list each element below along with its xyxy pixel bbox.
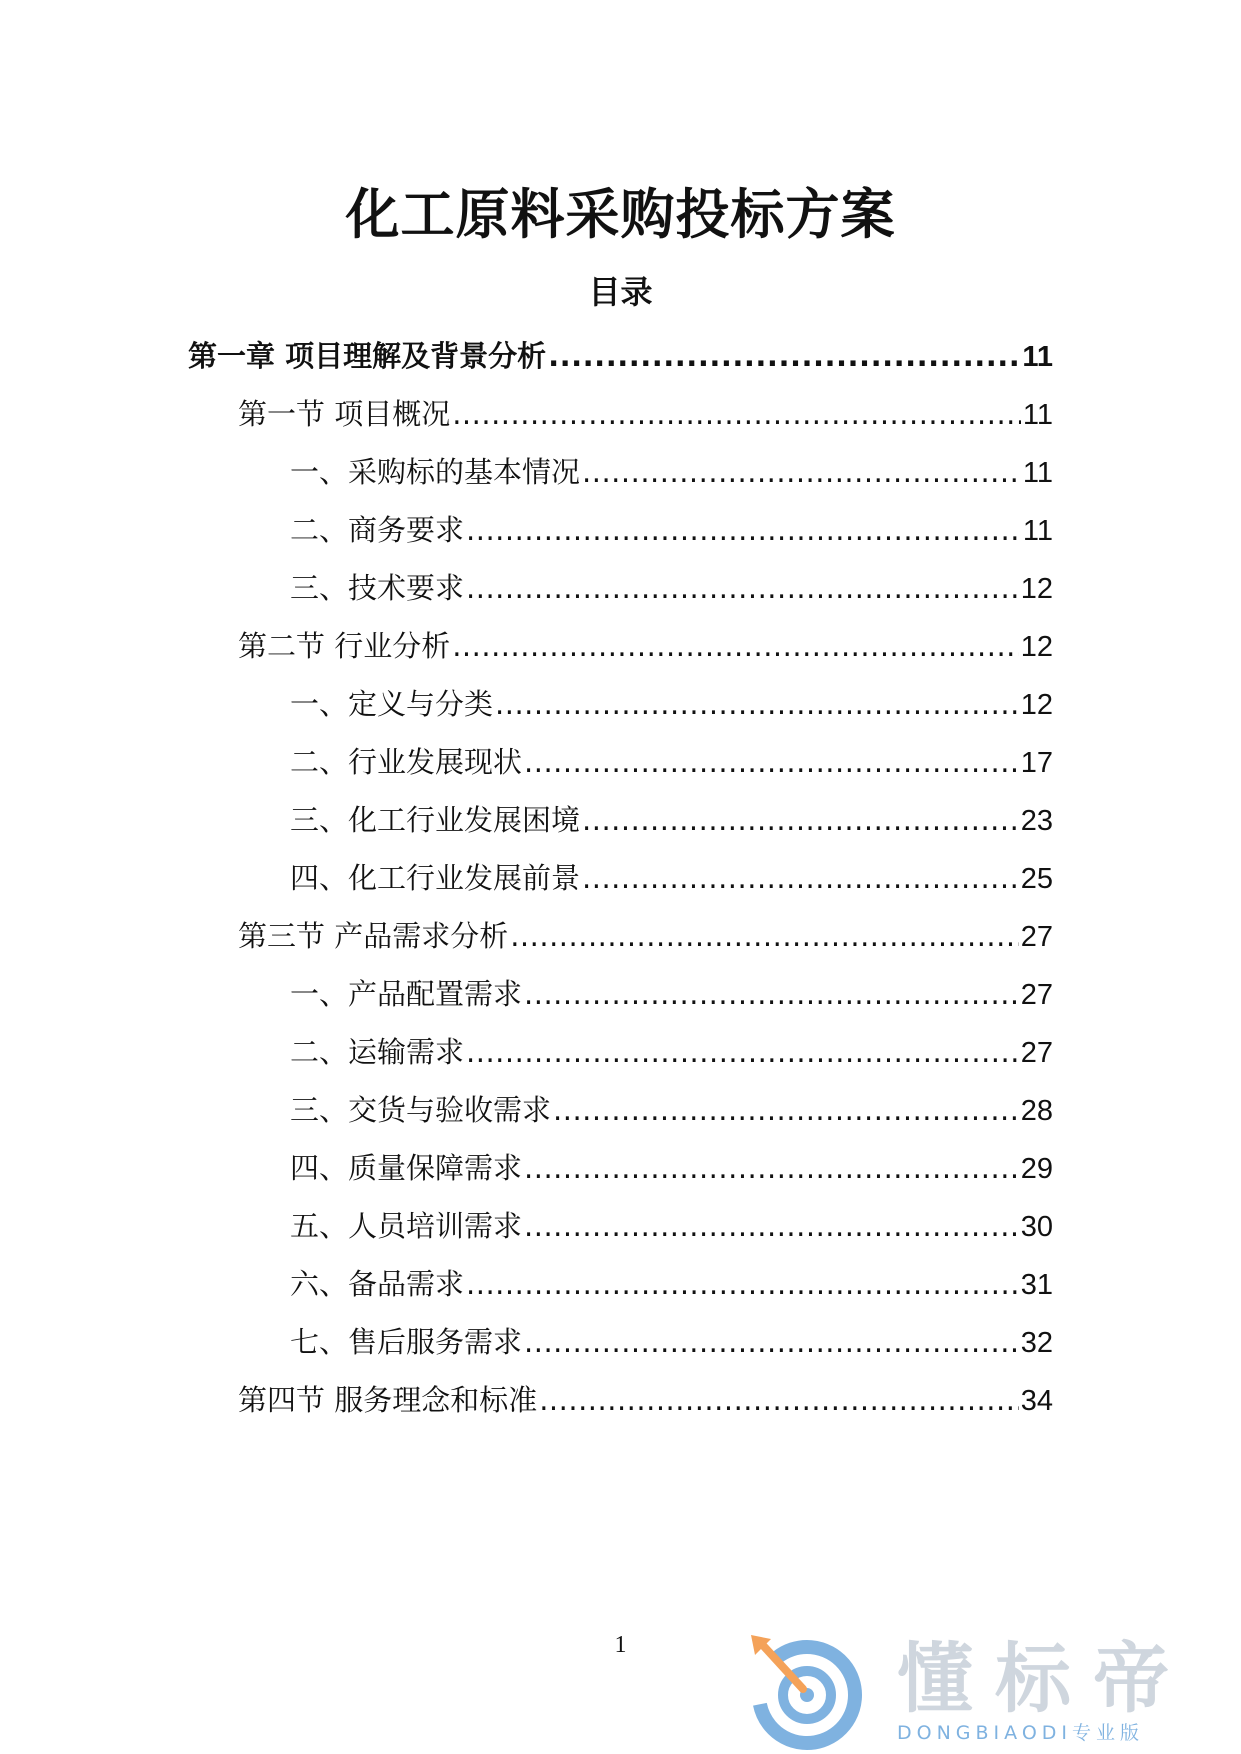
watermark-brand-subtitle: DONGBIAODI专业版 [897, 1722, 1145, 1744]
toc-entry-text: 三、化工行业发展困境 [290, 803, 581, 837]
toc-entry-text: 四、化工行业发展前景 [290, 861, 581, 895]
toc-page-number: 11 [1022, 457, 1053, 489]
toc-entry[interactable] [290, 1030, 1053, 1074]
toc-entry-text: 一、采购标的基本情况 [290, 455, 581, 489]
toc-entry-text: 四、质量保障需求 [290, 1151, 523, 1185]
watermark [745, 1633, 1235, 1751]
toc-dot-leader [452, 392, 1021, 436]
toc-entry[interactable] [290, 1320, 1053, 1364]
toc-entry-text: 第四节 服务理念和标准 [238, 1383, 538, 1417]
toc-page-number: 30 [1020, 1211, 1053, 1243]
toc-dot-leader [524, 740, 1019, 784]
toc-entry[interactable] [290, 566, 1053, 610]
toc-dot-leader [548, 334, 1020, 378]
toc-entry-text: 五、人员培训需求 [290, 1209, 523, 1243]
toc-entry[interactable] [290, 740, 1053, 784]
toc-page-number: 17 [1020, 747, 1053, 779]
toc-dot-leader [524, 1146, 1019, 1190]
toc-page-number: 12 [1020, 573, 1053, 605]
toc-page-number: 11 [1022, 515, 1053, 547]
toc-dot-leader [466, 508, 1021, 552]
toc-entry[interactable] [238, 624, 1053, 668]
document-title: 化工原料采购投标方案 [345, 183, 896, 246]
toc-page-number: 27 [1020, 1037, 1053, 1069]
toc-heading: 目录 [588, 273, 653, 311]
target-logo-icon [745, 1633, 863, 1751]
toc-dot-leader [466, 1262, 1019, 1306]
toc-dot-leader [582, 798, 1019, 842]
toc-entry[interactable] [290, 972, 1053, 1016]
toc-dot-leader [524, 1320, 1019, 1364]
toc-page-number: 12 [1020, 689, 1053, 721]
toc-entry-text: 三、技术要求 [290, 571, 465, 605]
toc-dot-leader [510, 914, 1019, 958]
toc-dot-leader [524, 1204, 1019, 1248]
toc-dot-leader [582, 856, 1019, 900]
toc-entry-text: 第三节 产品需求分析 [238, 919, 509, 953]
toc-page-number: 27 [1020, 921, 1053, 953]
toc-entry[interactable] [290, 798, 1053, 842]
toc-entry[interactable] [290, 1204, 1053, 1248]
toc-dot-leader [553, 1088, 1019, 1132]
toc-page-number: 31 [1020, 1269, 1053, 1301]
toc-entry[interactable] [238, 914, 1053, 958]
toc-page-number: 32 [1020, 1327, 1053, 1359]
toc-page-number: 25 [1020, 863, 1053, 895]
toc-page-number: 11 [1022, 399, 1053, 431]
toc-dot-leader [466, 566, 1019, 610]
toc-page-number: 23 [1020, 805, 1053, 837]
toc-entry-text: 第一节 项目概况 [238, 397, 451, 431]
toc-dot-leader [524, 972, 1019, 1016]
page-number: 1 [614, 1632, 627, 1658]
toc-dot-leader [539, 1378, 1019, 1422]
toc-entry-text: 二、商务要求 [290, 513, 465, 547]
watermark-brand-name: 懂标帝 [897, 1634, 1191, 1723]
toc-entry[interactable] [188, 334, 1053, 378]
toc-entry-text: 二、行业发展现状 [290, 745, 523, 779]
toc-entry-text: 一、产品配置需求 [290, 977, 523, 1011]
toc-entry[interactable] [290, 1146, 1053, 1190]
toc-dot-leader [466, 1030, 1019, 1074]
toc-page-number: 29 [1020, 1153, 1053, 1185]
toc-entry[interactable] [290, 1262, 1053, 1306]
toc-entry-text: 三、交货与验收需求 [290, 1093, 552, 1127]
toc-entry-text: 第一章 项目理解及背景分析 [188, 339, 547, 373]
toc-entry-text: 七、售后服务需求 [290, 1325, 523, 1359]
toc-page-number: 27 [1020, 979, 1053, 1011]
toc-entry-text: 一、定义与分类 [290, 687, 494, 721]
toc-dot-leader [452, 624, 1019, 668]
toc-page-number: 12 [1020, 631, 1053, 663]
toc-entry[interactable] [238, 392, 1053, 436]
toc-dot-leader [582, 450, 1021, 494]
toc-entry[interactable] [290, 856, 1053, 900]
toc-page-number: 28 [1020, 1095, 1053, 1127]
toc-entry[interactable] [290, 682, 1053, 726]
toc-entry[interactable] [290, 508, 1053, 552]
toc-page-number: 11 [1022, 341, 1053, 373]
toc-entry-text: 第二节 行业分析 [238, 629, 451, 663]
toc-entry-text: 二、运输需求 [290, 1035, 465, 1069]
toc-entry[interactable] [238, 1378, 1053, 1422]
toc-entry[interactable] [290, 1088, 1053, 1132]
toc-page-number: 34 [1020, 1385, 1053, 1417]
toc-dot-leader [495, 682, 1019, 726]
toc-entry-text: 六、备品需求 [290, 1267, 465, 1301]
toc-entry[interactable] [290, 450, 1053, 494]
